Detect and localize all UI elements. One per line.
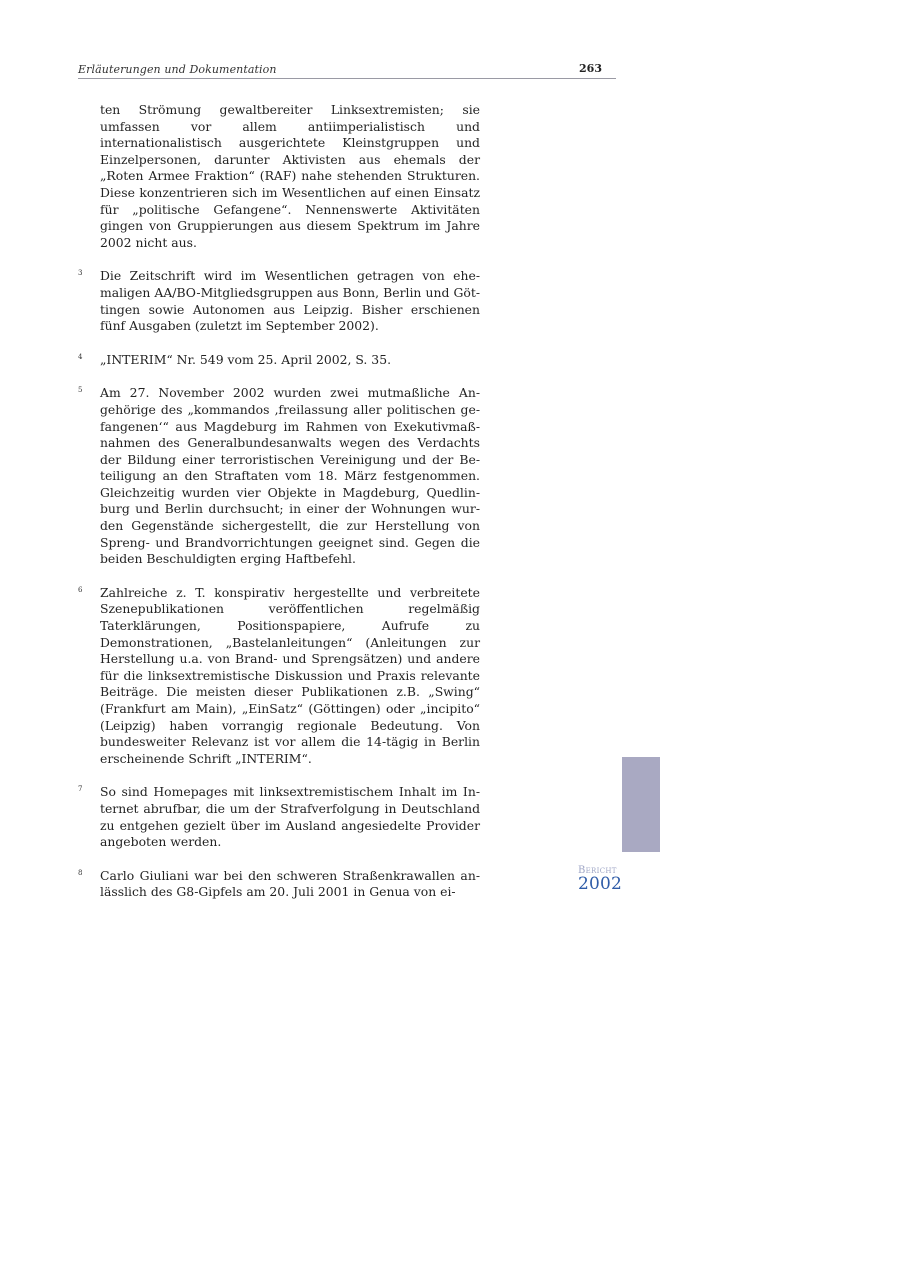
- footnote-text: „INTERIM“ Nr. 549 vom 25. April 2002, S. 35.: [100, 351, 392, 367]
- page-number: 263: [579, 62, 602, 75]
- footnote-number: 5: [78, 386, 83, 395]
- margin-color-bar: [622, 757, 660, 852]
- footnote-5: [78, 385, 480, 568]
- footnote-text: So sind Homepages mit linksextremistischem Inhalt im Internet abrufbar, die um der Strafverfolgung in Deutschland zu entgehen gezielt über im Ausland angesiedelte Provider angeboten werden.: [100, 784, 480, 850]
- footnote-continuation: [78, 102, 480, 251]
- footnotes-body: [78, 102, 480, 918]
- bericht-2002-logo: [578, 866, 638, 893]
- footnote-number: 4: [78, 352, 83, 361]
- footnote-text: ten Strömung gewaltbereiter Linksextremisten; sie umfassen vor allem antiimperialistisch und internationalistisch ausgerichtete Kleinstgruppen und Einzelpersonen, darunter Aktivisten aus ehemals der „Roten Armee Fraktion“ (RAF) nahe stehenden Strukturen. Diese konzentrieren sich im Wesentlichen auf einen Einsatz für „politische Gefangene“. Nennenswerte Aktivitäten gingen von Gruppierungen aus diesem Spektrum im Jahre 2002 nicht aus.: [100, 102, 480, 250]
- logo-year: 2002: [578, 874, 623, 894]
- footnote-number: 3: [78, 269, 83, 278]
- footnote-6: [78, 585, 480, 768]
- footnote-3: [78, 268, 480, 334]
- footnote-text: Die Zeitschrift wird im Wesentlichen getragen von ehemaligen AA/BO-Mitgliedsgruppen aus Bonn, Berlin und Göttingen sowie Autonomen aus Leipzig. Bisher erschienen fünf Ausgaben (zuletzt im September 2002).: [100, 268, 480, 334]
- footnote-4: [78, 352, 480, 369]
- footnote-number: 7: [78, 785, 83, 794]
- footnote-number: 6: [78, 585, 83, 594]
- footnote-text: Carlo Giuliani war bei den schweren Straßenkrawallen anlässlich des G8-Gipfels am 20. Juli 2001 in Genua von ei-: [100, 867, 480, 900]
- running-header-title: Erläuterungen und Dokumentation: [78, 63, 277, 76]
- footnote-7: [78, 784, 480, 850]
- running-header: [78, 62, 616, 79]
- footnote-text: Am 27. November 2002 wurden zwei mutmaßliche Angehörige des „kommandos ‚freilassung aller politischen gefangenen‘“ aus Magdeburg im Rahmen von Exekutivmaßnahmen des Generalbundesanwalts wegen des Verdachts der Bildung einer terroristischen Vereinigung und der Beteiligung an den Straftaten vom 18. März festgenommen. Gleichzeitig wurden vier Objekte in Magdeburg, Quedlinburg und Berlin durchsucht; in einer der Wohnungen wurden Gegenstände sichergestellt, die zur Herstellung von Spreng- und Brandvorrichtungen geeignet sind. Gegen die beiden Beschuldigten erging Haftbefehl.: [100, 385, 480, 567]
- logo-word: Bericht: [578, 865, 617, 876]
- footnote-text: Zahlreiche z. T. konspirativ hergestellte und verbreitete Szenepublikationen veröffentlichen regelmäßig Taterklärungen, Positionspapiere, Aufrufe zu Demonstrationen, „Bastelanleitungen“ (Anleitungen zur Herstellung u.a. von Brand- und Sprengsätzen) und andere für die linksextremistische Diskussion und Praxis relevante Beiträge. Die meisten dieser Publikationen z.B. „Swing“ (Frankfurt am Main), „EinSatz“ (Göttingen) oder „incipito“ (Leipzig) haben vorrangig regionale Bedeutung. Von bundesweiter Relevanz ist vor allem die 14-tägig in Berlin erscheinende Schrift „INTERIM“.: [100, 584, 480, 766]
- footnote-number: 8: [78, 868, 83, 877]
- footnote-8: [78, 868, 480, 901]
